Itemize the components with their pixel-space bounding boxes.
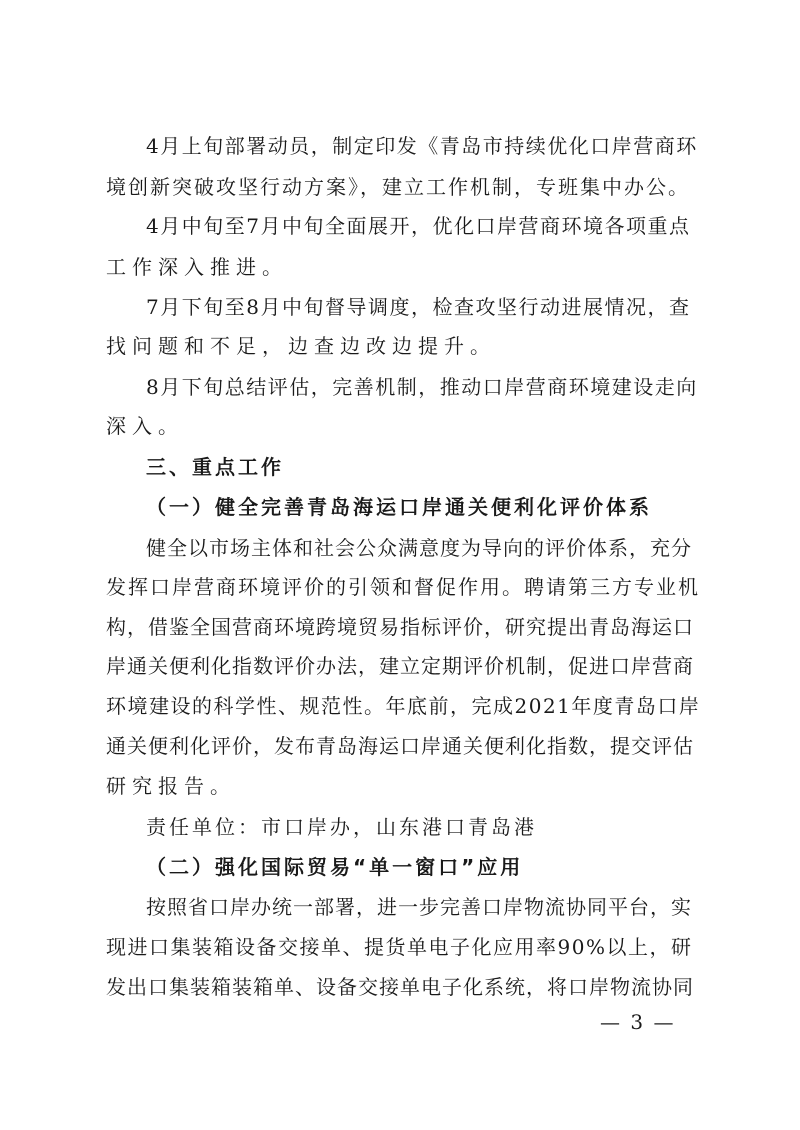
paragraph-line: 现进口集装箱设备交接单、提货单电子化应用率90%以上，研 xyxy=(106,935,693,959)
paragraph-line: 研究报告。 xyxy=(106,774,236,798)
paragraph-line: 环境建设的科学性、规范性。年底前，完成2021年度青岛口岸 xyxy=(106,694,701,718)
paragraph-line: 4月上旬部署动员，制定印发《青岛市持续优化口岸营商环 xyxy=(146,134,698,158)
paragraph-line: 发挥口岸营商环境评价的引领和督促作用。聘请第三方专业机 xyxy=(106,575,700,599)
responsibility-line: 责任单位：市口岸办，山东港口青岛港 xyxy=(146,815,537,839)
subsection-heading: （二）强化国际贸易“单一窗口”应用 xyxy=(146,855,524,879)
paragraph-line: 岸通关便利化指数评价办法，建立定期评价机制，促进口岸营商 xyxy=(106,654,694,678)
section-heading: 三、重点工作 xyxy=(146,455,284,479)
paragraph-line: 构，借鉴全国营商环境跨境贸易指标评价，研究提出青岛海运口 xyxy=(106,615,694,639)
paragraph-line: 7月下旬至8月中旬督导调度，检查攻坚行动进展情况，查 xyxy=(146,295,691,319)
paragraph-line: 通关便利化评价，发布青岛海运口岸通关便利化指数，提交评估 xyxy=(106,734,694,758)
paragraph-line: 8月下旬总结评估，完善机制，推动口岸营商环境建设走向 xyxy=(146,375,698,399)
paragraph-line: 按照省口岸办统一部署，进一步完善口岸物流协同平台，实 xyxy=(146,895,692,919)
paragraph-line: 找问题和不足，边查边改边提升。 xyxy=(106,334,496,358)
paragraph-line: 健全以市场主体和社会公众满意度为导向的评价体系，充分 xyxy=(146,536,692,560)
subsection-heading: （一）健全完善青岛海运口岸通关便利化评价体系 xyxy=(146,495,652,519)
paragraph-line: 4月中旬至7月中旬全面展开，优化口岸营商环境各项重点 xyxy=(146,214,691,238)
paragraph-line: 工作深入推进。 xyxy=(106,255,288,279)
paragraph-line: 深入。 xyxy=(106,414,184,438)
page-number: — 3 — xyxy=(600,1010,676,1034)
paragraph-line: 境创新突破攻坚行动方案》，建立工作机制，专班集中办公。 xyxy=(106,175,690,199)
paragraph-line: 发出口集装箱装箱单、设备交接单电子化系统，将口岸物流协同 xyxy=(106,975,694,999)
